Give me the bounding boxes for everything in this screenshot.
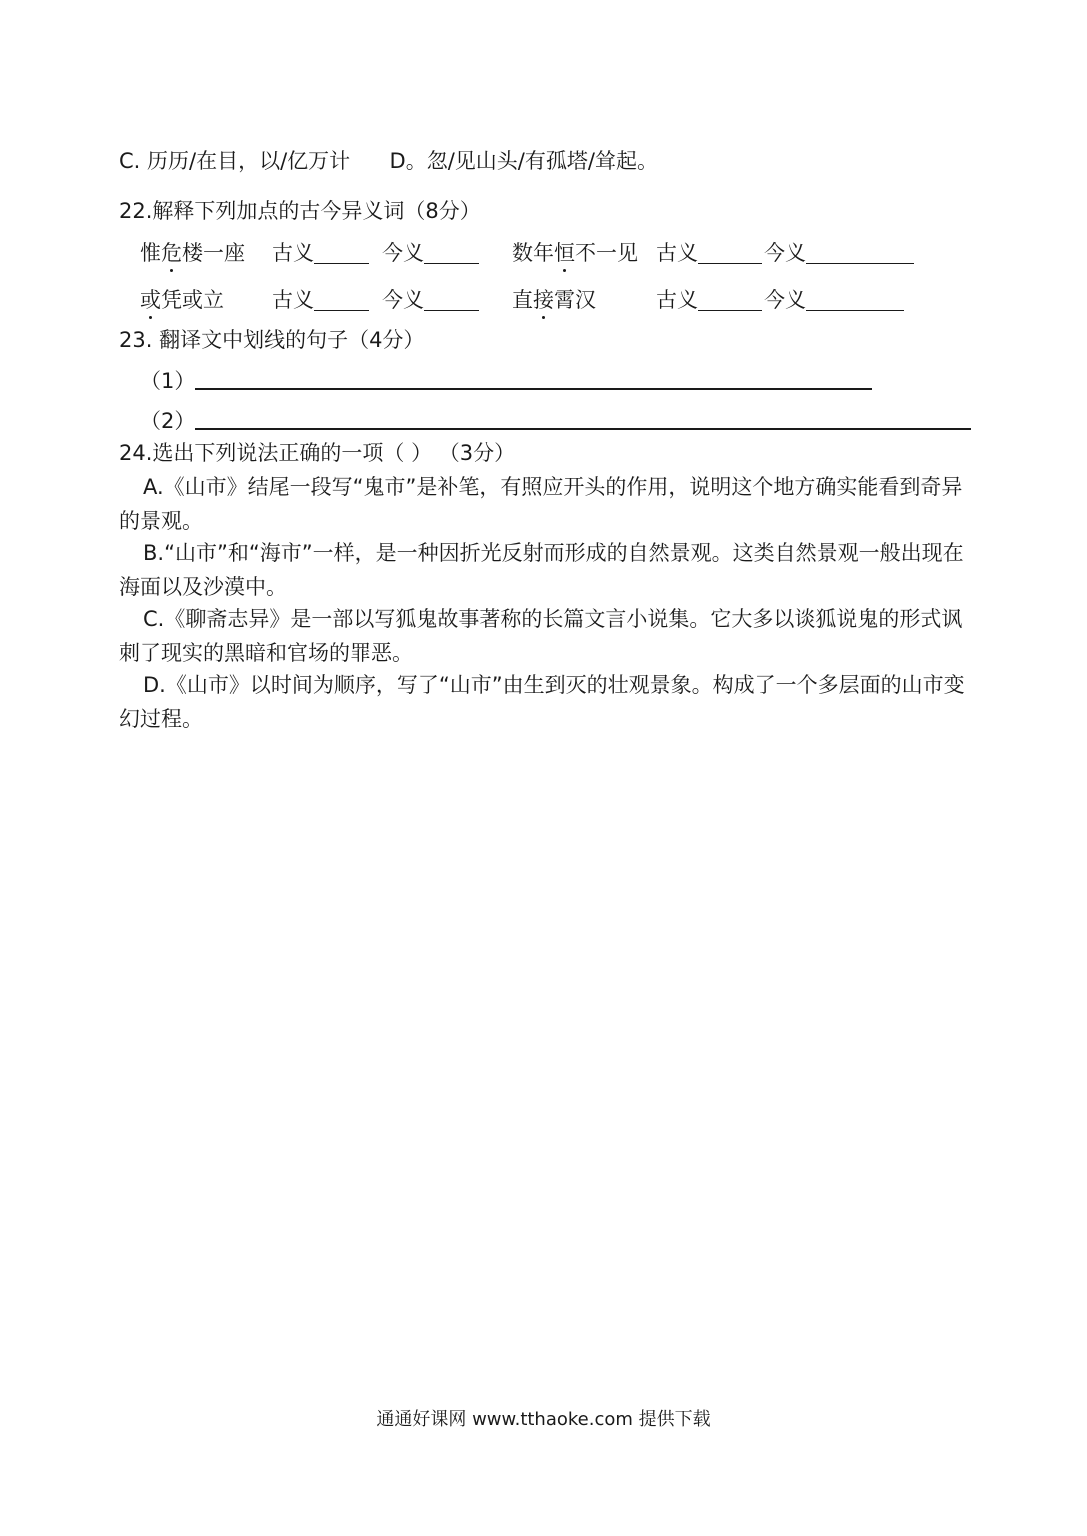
q22-r1-w1-post: 楼一座 <box>182 241 245 265</box>
q22-r1-gu2-label: 古义 <box>656 241 698 265</box>
q22-r2-gu2-group <box>656 287 762 313</box>
q23-answer2-line[interactable] <box>195 410 971 430</box>
q22-r2-w2-post: 霄汉 <box>554 288 596 312</box>
q22-r2-jin-group <box>382 287 479 313</box>
q22-r1-w1-dotted: 危 <box>161 241 182 265</box>
q23-line1 <box>140 368 872 394</box>
q22-r1-gu-group <box>272 240 369 266</box>
q23-line2-label: （2） <box>140 409 196 433</box>
q21-option-c: C. 历历/在目，以/亿万计 <box>119 149 351 173</box>
q23-title: 23. 翻译文中划线的句子（4分） <box>119 328 425 352</box>
q24-option-a: A.《山市》结尾一段写“鬼市”是补笔，有照应开头的作用，说明这个地方确实能看到奇异的景观。 <box>119 475 963 533</box>
q22-r2-word2 <box>512 287 596 313</box>
q24-option-c: C.《聊斋志异》是一部以写狐鬼故事著称的长篇文言小说集。它大多以谈狐说鬼的形式讽刺了现实的黑暗和官场的罪恶。 <box>119 607 963 665</box>
q24-option-b: B.“山市”和“海市”一样，是一种因折光反射而形成的自然景观。这类自然景观一般出现在海面以及沙漠中。 <box>119 541 964 599</box>
q22-r2-word1 <box>140 287 224 313</box>
q21-option-d: D。忽/见山头/有孤塔/耸起。 <box>389 149 658 173</box>
q22-r2-w2-pre: 直 <box>512 288 533 312</box>
q22-r2-gu-group <box>272 287 369 313</box>
q23-answer1-line[interactable] <box>195 370 872 390</box>
q22-r1-w1-pre: 惟 <box>140 241 161 265</box>
q22-r1-gu-label: 古义 <box>272 241 314 265</box>
q22-r2-gu-label: 古义 <box>272 288 314 312</box>
q22-r1-gu2-group <box>656 240 762 266</box>
q24-option-d: D.《山市》以时间为顺序，写了“山市”由生到灭的壮观景象。构成了一个多层面的山市变幻过程。 <box>119 673 965 731</box>
q22-r1-jin2-label: 今义 <box>764 241 806 265</box>
q22-r2-jin-label: 今义 <box>382 288 424 312</box>
q24-title: 24.选出下列说法正确的一项（ ） （3分） <box>119 441 516 465</box>
q21-options-line <box>119 148 658 174</box>
q22-r1-gu2-blank[interactable] <box>698 243 762 264</box>
q22-r2-w1-dotted: 或 <box>140 288 161 312</box>
q22-r1-w2-dotted: 恒 <box>554 241 575 265</box>
q22-r1-jin2-group <box>764 240 914 266</box>
q22-r2-gu2-blank[interactable] <box>698 290 762 311</box>
q22-r1-jin-label: 今义 <box>382 241 424 265</box>
q22-r2-jin2-label: 今义 <box>764 288 806 312</box>
q23-line2 <box>140 408 971 434</box>
q22-r2-jin2-group <box>764 287 904 313</box>
q22-r2-jin-blank[interactable] <box>424 290 479 311</box>
q22-r2-gu-blank[interactable] <box>314 290 369 311</box>
q22-r1-jin-blank[interactable] <box>424 243 479 264</box>
page-footer: 通通好课网 www.tthaoke.com 提供下载 <box>376 1409 711 1430</box>
q22-r2-jin2-blank[interactable] <box>806 290 904 311</box>
q22-r1-jin2-blank[interactable] <box>806 243 914 264</box>
q22-r1-gu-blank[interactable] <box>314 243 369 264</box>
q22-r2-w1-post: 凭或立 <box>161 288 224 312</box>
q22-r1-jin-group <box>382 240 479 266</box>
q22-r1-word1 <box>140 241 245 265</box>
q22-r1-word2 <box>512 240 638 266</box>
q22-r2-gu2-label: 古义 <box>656 288 698 312</box>
q22-r2-w2-dotted: 接 <box>533 288 554 312</box>
q22-row1 <box>140 240 245 266</box>
q22-title: 22.解释下列加点的古今异义词（8分） <box>119 199 481 223</box>
q22-r1-w2-post: 不一见 <box>575 241 638 265</box>
q22-r1-w2-pre: 数年 <box>512 241 554 265</box>
q23-line1-label: （1） <box>140 369 196 393</box>
